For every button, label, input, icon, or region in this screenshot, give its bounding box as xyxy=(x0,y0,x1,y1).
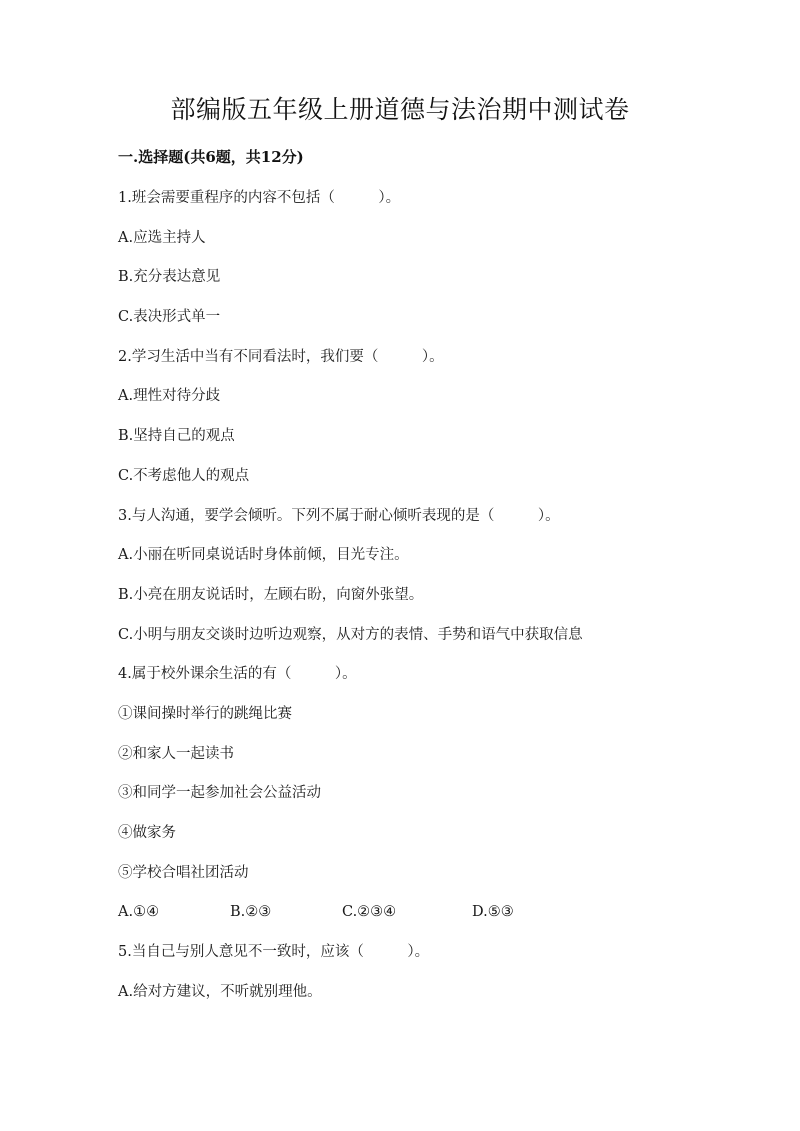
question-1-option-b: B.充分表达意见 xyxy=(118,269,221,286)
question-2: 2.学习生活中当有不同看法时，我们要（ ）。 xyxy=(118,348,444,365)
question-5: 5.当自己与别人意见不一致时，应该（ ）。 xyxy=(118,944,430,961)
question-4-item-1: ①课间操时举行的跳绳比赛 xyxy=(118,705,292,722)
question-1-option-c: C.表决形式单一 xyxy=(118,309,221,326)
question-1: 1.班会需要重程序的内容不包括（ ）。 xyxy=(118,190,401,206)
question-3-option-b: B.小亮在朋友说话时，左顾右盼，向窗外张望。 xyxy=(118,586,424,603)
question-4: 4.属于校外课余生活的有（ ）。 xyxy=(118,666,357,683)
question-4-item-3: ③和同学一起参加社会公益活动 xyxy=(118,785,321,802)
section-heading: 一.选择题(共6题，共12分) xyxy=(118,148,304,166)
question-4-option-c: C.②③④ xyxy=(342,904,397,921)
question-4-option-b: B.②③ xyxy=(230,904,272,921)
question-2-option-a: A.理性对待分歧 xyxy=(118,388,221,405)
question-5-option-a: A.给对方建议，不听就别理他。 xyxy=(118,983,322,1000)
question-4-item-4: ④做家务 xyxy=(118,825,176,841)
question-1-option-a: A.应选主持人 xyxy=(118,229,206,246)
question-4-options xyxy=(118,901,718,941)
question-3-option-c: C.小明与朋友交谈时边听边观察，从对方的表情、手势和语气中获取信息 xyxy=(118,626,583,643)
page-title: 部编版五年级上册道德与法治期中测试卷 xyxy=(170,95,630,124)
question-2-option-c: C.不考虑他人的观点 xyxy=(118,467,250,484)
question-3-option-a: A.小丽在听同桌说话时身体前倾，目光专注。 xyxy=(118,547,409,564)
question-3: 3.与人沟通，要学会倾听。下列不属于耐心倾听表现的是（ ）。 xyxy=(118,507,560,524)
question-4-item-2: ②和家人一起读书 xyxy=(118,745,234,762)
question-4-item-5: ⑤学校合唱社团活动 xyxy=(118,864,249,881)
question-list xyxy=(118,187,718,1020)
question-2-option-b: B.坚持自己的观点 xyxy=(118,428,235,445)
question-4-option-d: D.⑤③ xyxy=(472,904,514,921)
question-4-option-a: A.①④ xyxy=(118,904,160,921)
